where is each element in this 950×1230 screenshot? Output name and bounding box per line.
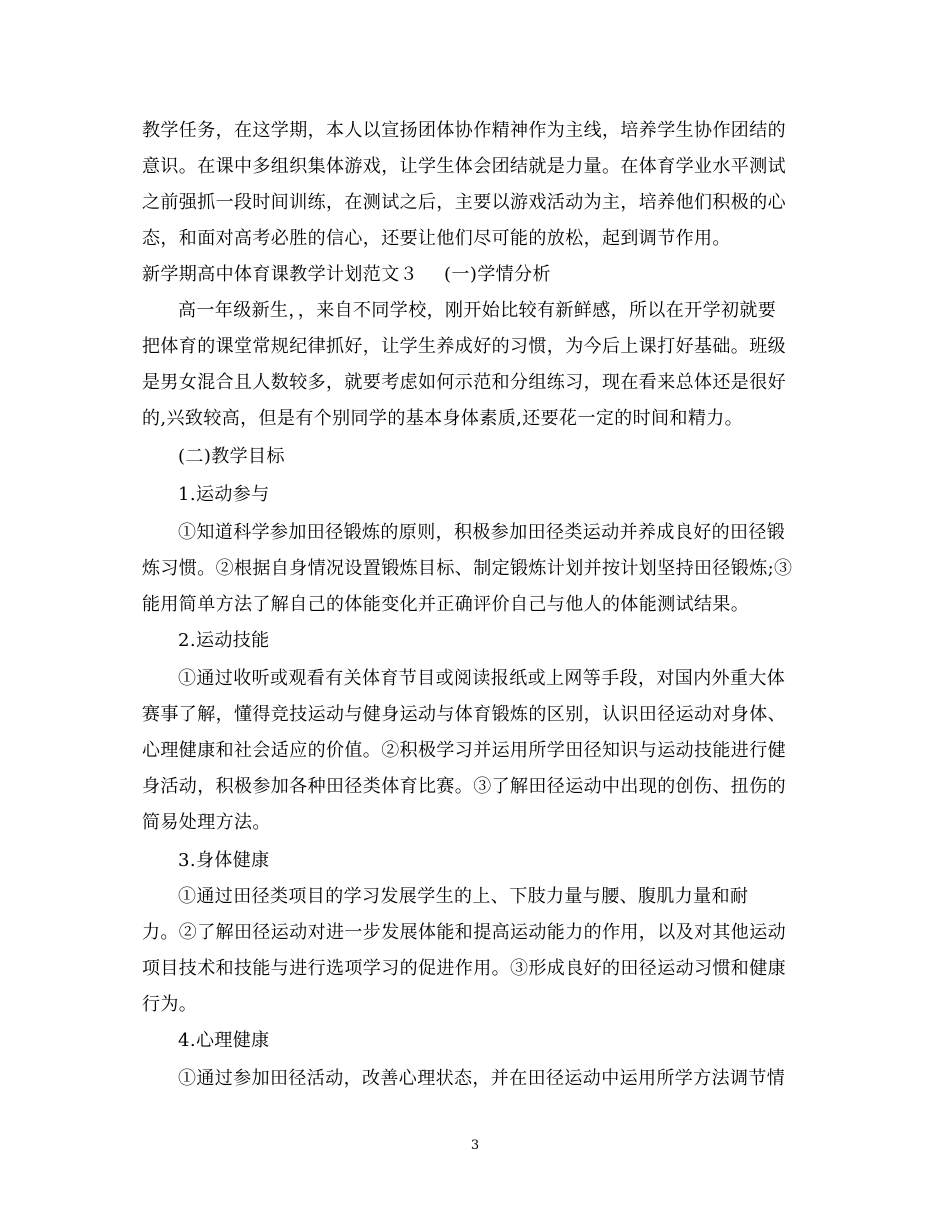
section-heading-line (142, 264, 822, 286)
subsection-heading: 2.运动技能 (178, 630, 270, 651)
article-title: 新学期高中体育课教学计划范文３ (142, 264, 418, 285)
body-text-line: 炼习惯。②根据自身情况设置锻炼目标、制定锻炼计划并按计划坚持田径锻炼;③ (142, 558, 793, 579)
body-text-line: 身活动，积极参加各种田径类体育比赛。③了解田径运动中出现的创伤、扭伤的 (142, 776, 786, 797)
body-text-line: 简易处理方法。 (142, 812, 271, 833)
body-text-line: 项目技术和技能与进行选项学习的促进作用。③形成良好的田径运动习惯和健康 (142, 958, 786, 979)
body-text-line: 能用简单方法了解自己的体能变化并正确评价自己与他人的体能测试结果。 (142, 594, 750, 615)
body-text-line: 态，和面对高考必胜的信心，还要让他们尽可能的放松，起到调节作用。 (142, 228, 731, 249)
body-text-line: ①通过参加田径活动，改善心理状态，并在田径运动中运用所学方法调节情 (178, 1068, 786, 1089)
body-text-line: 之前强抓一段时间训练，在测试之后，主要以游戏活动为主，培养他们积极的心 (142, 192, 786, 213)
body-text-line: 心理健康和社会适应的价值。②积极学习并运用所学田径知识与运动技能进行健 (142, 740, 786, 761)
body-text-line: 意识。在课中多组织集体游戏，让学生体会团结就是力量。在体育学业水平测试 (142, 156, 786, 177)
body-text-line: ①通过田径类项目的学习发展学生的上、下肢力量与腰、腹肌力量和耐 (178, 886, 749, 907)
section-heading: (二)教学目标 (178, 446, 285, 467)
body-text-line: 赛事了解，懂得竞技运动与健身运动与体育锻炼的区别，认识田径运动对身体、 (142, 704, 786, 725)
body-text-line: 高一年级新生，，来自不同学校，刚开始比较有新鲜感，所以在开学初就要 (178, 300, 777, 321)
body-text-line: ①知道科学参加田径锻炼的原则，积极参加田径类运动并养成良好的田径锻 (178, 522, 786, 543)
body-text-line: 行为。 (142, 994, 198, 1015)
body-text-line: ①通过收听或观看有关体育节目或阅读报纸或上网等手段，对国内外重大体 (178, 668, 786, 689)
body-text-line: 把体育的课堂常规纪律抓好，让学生养成好的习惯，为今后上课打好基础。班级 (142, 336, 786, 357)
body-text-line: 是男女混合且人数较多，就要考虑如何示范和分组练习，现在看来总体还是很好 (142, 372, 786, 393)
subsection-heading: 1.运动参与 (178, 484, 270, 505)
page-number: 3 (470, 1138, 480, 1153)
body-text-line: 教学任务，在这学期，本人以宣扬团体协作精神作为主线，培养学生协作团结的 (142, 120, 786, 141)
subsection-heading: 3.身体健康 (178, 850, 270, 871)
body-text-line: 力。②了解田径运动对进一步发展体能和提高运动能力的作用，以及对其他运动 (142, 922, 786, 943)
subsection-heading: 4.心理健康 (178, 1030, 270, 1051)
body-text-line: 的,兴致较高，但是有个别同学的基本身体素质,还要花一定的时间和精力。 (142, 408, 744, 429)
section-heading: (一)学情分析 (444, 264, 551, 285)
